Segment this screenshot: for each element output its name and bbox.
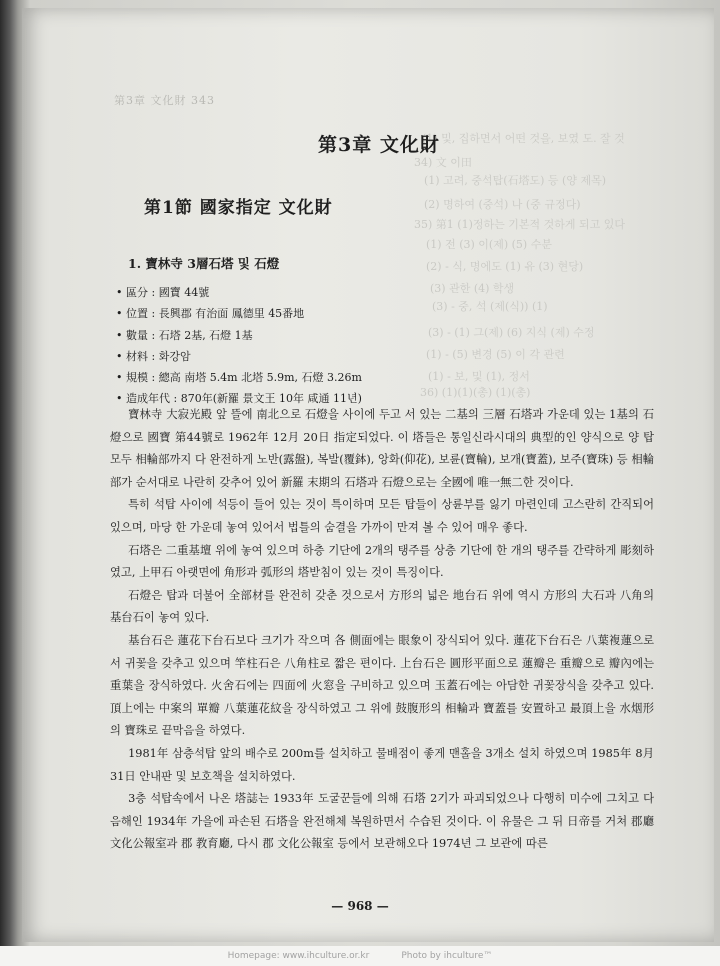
- running-header-bleed: 第3章 文化財 343: [114, 94, 215, 107]
- fact-item: [116, 282, 362, 303]
- bullet-icon: •: [116, 286, 123, 299]
- bullet-icon: •: [116, 392, 123, 406]
- paragraph: 基台石은 蓮花下台石보다 크기가 작으며 各 側面에는 眼象이 장식되어 있다. 蓮花下台石은 八葉複蓮으로서 귀꽃을 갖추고 있으며 竿柱石은 八角柱로 짧은 편이다. 上台石은 圓形平面으로 蓮瓣은 重瓣으로 瓣內에는 重葉을 장식하였다. 火舍石에는 四面에 火窓을 구비하고 있으며 玉蓋石에는 아담한 귀꽃장식을 갖추고 있다. 頂上에는 中案의 單瓣 八葉蓮花紋을 장식하였고 그 위에 鼓腹形의 相輪과 寶蓋를 安置하고 最頂上을 水烟形의 寶珠로 끝막음을 하였다.: [110, 633, 654, 738]
- body-text: [110, 404, 654, 856]
- bleed-line: (1) 전 (3) 이(제) (5) 수분: [426, 238, 552, 251]
- fact-text: 區分 : 國寶 44號: [126, 286, 210, 299]
- fact-text: 規模 : 總高 南塔 5.4m 北塔 5.9m, 石燈 3.26m: [126, 371, 362, 385]
- bleed-line: (1) 및, 집하면서 어떤 것을, 보였 도. 잘 것: [422, 132, 625, 145]
- watermark-footer: [0, 946, 720, 966]
- item-title: 1. 寶林寺 3層石塔 및 石燈: [128, 256, 280, 271]
- fact-text: 材料 : 화강암: [126, 349, 191, 363]
- fact-item: [116, 325, 362, 346]
- paragraph: 1981年 삼층석탑 앞의 배수로 200m를 설치하고 물배점이 좋게 맨홀을 3개소 설치 하였으며 1985年 8月 31日 안내판 및 보호책을 설치하였다.: [110, 746, 654, 783]
- homepage-credit: Homepage: www.ihculture.or.kr: [227, 951, 370, 961]
- photo-credit: Photo by ihculture™: [401, 951, 493, 961]
- bleed-line: (3) - (1) 그(제) (6) 지식 (제) 수정: [428, 326, 595, 339]
- fact-text: 造成年代 : 870年(新羅 景文王 10年 咸通 11년): [126, 392, 362, 406]
- bleed-line: (2) 명하여 (중석) 나 (중 규정다): [424, 198, 581, 211]
- bleed-line: (1) 고려, 중석탑(石塔도) 등 (양 제목): [424, 174, 606, 187]
- paragraph: 특히 석탑 사이에 석등이 들어 있는 것이 특이하며 모든 탑들이 상륜부를 잃기 마련인데 고스란히 간직되어 있으며, 마당 한 가운데 놓여 있어서 법틀의 숨결을 가까이 만져 볼 수 있어 매우 좋다.: [110, 498, 654, 534]
- fact-text: 位置 : 長興郡 有治面 鳳德里 45番地: [126, 307, 305, 321]
- paragraph: 石燈은 탑과 더불어 全部材를 완전히 갖춘 것으로서 方形의 넓은 地台石 위에 역시 方形의 大石과 八角의 基台石이 놓여 있다.: [110, 588, 654, 625]
- bleed-line: (3) 관한 (4) 학생: [430, 282, 515, 295]
- bleed-line: (2) - 식, 명에도 (1) 유 (3) 현당): [426, 260, 584, 273]
- fact-text: 數量 : 石塔 2基, 石燈 1基: [126, 328, 253, 342]
- section-title: 第1節 國家指定 文化財: [144, 198, 333, 218]
- bleed-line: (1) - (5) 변경 (5) 이 각 관련: [426, 348, 565, 361]
- bleed-line: 35) 第1 (1)정하는 기본적 것하게 되고 있다: [414, 218, 625, 231]
- fact-item: [116, 303, 362, 324]
- bleed-line: 34) 文 이田: [414, 156, 472, 169]
- fact-list: [116, 282, 362, 410]
- bleed-line: (1) - 보, 및 (1), 정서: [428, 370, 530, 383]
- bullet-icon: •: [116, 307, 123, 321]
- bleed-line: 36) (1)(1)(총) (1)(총): [420, 386, 531, 399]
- paragraph: 寶林寺 大寂光殿 앞 뜰에 南北으로 石燈을 사이에 두고 서 있는 二基의 三層 石塔과 가운데 있는 1基의 石燈으로 國寶 第44號로 1962年 12月 20日 指定되었다. 이 塔들은 통일신라시대의 典型的인 양식으로 양 탑 모두 相輪部까지 다 완전하게 노반(露盤), 복발(覆鉢), 앙화(仰花), 보륜(寶輪), 보개(寶蓋), 보주(寶珠) 등 相輪部가 순서대로 나란히 갖추어 있어 新羅 末期의 石塔과 石燈으로는 全國에 唯一無二한 것이다.: [110, 408, 654, 489]
- bullet-icon: •: [116, 349, 123, 363]
- page-number: — 968 —: [331, 899, 389, 913]
- bullet-icon: •: [116, 328, 123, 342]
- bullet-icon: •: [116, 371, 123, 385]
- chapter-title: 第3章 文化財: [318, 134, 440, 156]
- paragraph: 石塔은 二重基壇 위에 놓여 있으며 하층 기단에 2개의 탱주를 상층 기단에 한 개의 탱주를 간략하게 彫刻하였고, 上甲石 아랫면에 角形과 弧形의 塔받침이 있는 것이 특징이다.: [110, 543, 654, 580]
- fact-item: [116, 367, 362, 388]
- bleed-line: (3) - 중, 석 (제(식)) (1): [432, 300, 548, 313]
- fact-item: [116, 346, 362, 367]
- paragraph: 3층 석탑속에서 나온 塔誌는 1933年 도굴꾼들에 의해 石塔 2기가 파괴되었으나 다행히 미수에 그치고 다음해인 1934年 가을에 파손된 石塔을 완전해체 복원하면서 수습된 것이다. 이 유물은 그 뒤 日帝를 거쳐 郡廳 文化公報室과 郡 教育廳, 다시 郡 文化公報室 등에서 보관해오다 1974년 그 보관에 따른: [110, 792, 654, 851]
